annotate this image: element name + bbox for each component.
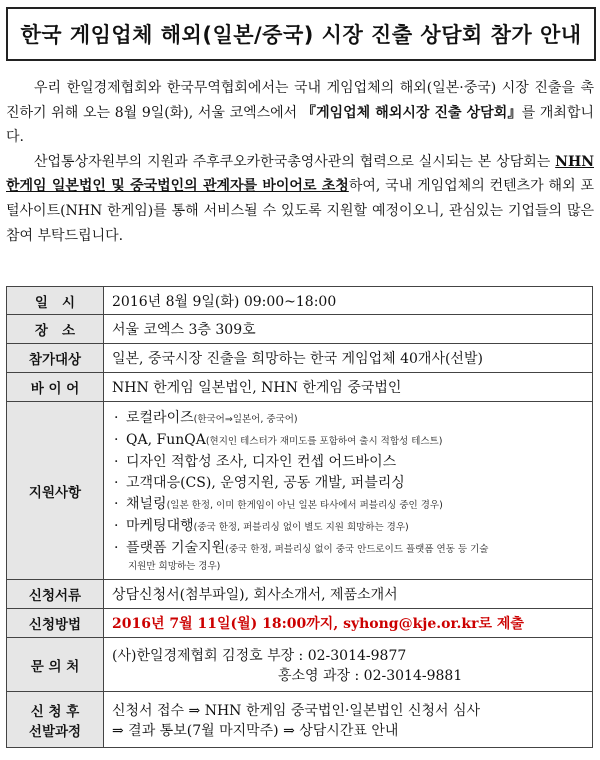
label-date: 일 시 (7, 287, 104, 315)
intro-text (6, 76, 594, 248)
label-buyer: 바 이 어 (7, 373, 104, 402)
intro-p2-end: 하여, 국내 게임업체의 컨텐츠가 해외 포털사이트(NHN 한게임)를 통해 서비스될 수 있도록 지원할 예정이오니, 관심있는 기업들의 많은 참여 부탁드립니다. (6, 178, 594, 244)
process-line-2: ⇒ 결과 통보(7월 마지막주) ⇒ 상담시간표 안내 (112, 722, 399, 739)
title-box (6, 7, 596, 61)
value-buyer: NHN 한게임 일본법인, NHN 한게임 중국법인 (104, 373, 593, 402)
row-process (7, 692, 593, 748)
row-support (7, 402, 593, 580)
value-docs: 상담신청서(첨부파일), 회사소개서, 제품소개서 (104, 580, 593, 609)
value-target: 일본, 중국시장 진출을 희망하는 한국 게임업체 40개사(선발) (104, 344, 593, 373)
support-item: · 채널링(일본 한정, 이미 한게임이 아닌 일본 타사에서 퍼블리싱 중인 경우) (114, 495, 443, 512)
label-support: 지원사항 (7, 402, 104, 580)
value-place: 서울 코엑스 3층 309호 (104, 315, 593, 344)
value-method: 2016년 7월 11일(월) 18:00까지, syhong@kje.or.kr로 제출 (104, 609, 593, 638)
contact-line-1: (사)한일경제협회 김정호 부장 : 02-3014-9877 (112, 647, 407, 664)
value-contact (104, 638, 593, 692)
row-method (7, 609, 593, 638)
support-list (108, 404, 588, 578)
process-line-1: 신청서 접수 ⇒ NHN 한게임 중국법인·일본법인 신청서 심사 (112, 702, 481, 719)
label-docs: 신청서류 (7, 580, 104, 609)
contact-line-2: 홍소영 과장 : 02-3014-9881 (278, 667, 463, 684)
support-item: · 플랫폼 기술지원(중국 한정, 퍼블리싱 없이 중국 안드로이드 플랫폼 연동 등 기술 지원만 희망하는 경우) (114, 539, 489, 572)
support-item: · QA, FunQA(현지인 테스터가 재미도를 포함하여 출시 적합성 테스트) (114, 431, 443, 448)
event-name: 『게임업체 해외시장 진출 상담회』 (301, 104, 522, 121)
support-item: · 로컬라이즈(한국어⇒일본어, 중국어) (114, 409, 298, 426)
intro-p2-text: 산업통상자원부의 지원과 주후쿠오카한국총영사관의 협력으로 실시되는 본 상담회는 (34, 153, 556, 170)
label-process: 신 청 후 선발과정 (7, 692, 104, 748)
row-target (7, 344, 593, 373)
intro-paragraph-2 (6, 150, 594, 248)
support-item: · 디자인 적합성 조사, 디자인 컨셉 어드바이스 (114, 453, 397, 470)
value-date: 2016년 8월 9일(화) 09:00~18:00 (104, 287, 593, 315)
row-contact (7, 638, 593, 692)
intro-p1-text: 우리 한일경제협회와 한국무역협회에서는 국내 게임업체의 해외(일본·중국) 시장 진출을 촉진하기 위해 오는 8월 9일(화), 서울 코엑스에서 (6, 80, 594, 121)
row-docs (7, 580, 593, 609)
intro-p1-end: 를 개최합니다. (6, 104, 595, 146)
row-place (7, 315, 593, 344)
row-date (7, 287, 593, 315)
info-table (6, 286, 593, 748)
support-item: · 마케팅대행(중국 한정, 퍼블리싱 없이 별도 지원 희망하는 경우) (114, 517, 409, 534)
intro-paragraph-1 (6, 76, 594, 150)
intro-highlight: NHN 한게임 일본법인 및 중국법인의 관계자를 바이어로 초청 (6, 153, 594, 195)
value-process (104, 692, 593, 748)
label-place: 장 소 (7, 315, 104, 344)
value-support (104, 402, 593, 580)
row-buyer (7, 373, 593, 402)
label-contact: 문 의 처 (7, 638, 104, 692)
label-method: 신청방법 (7, 609, 104, 638)
label-target: 참가대상 (7, 344, 104, 373)
support-item: · 고객대응(CS), 운영지원, 공동 개발, 퍼블리싱 (114, 474, 405, 491)
page-title: 한국 게임업체 해외(일본/중국) 시장 진출 상담회 참가 안내 (20, 23, 582, 47)
